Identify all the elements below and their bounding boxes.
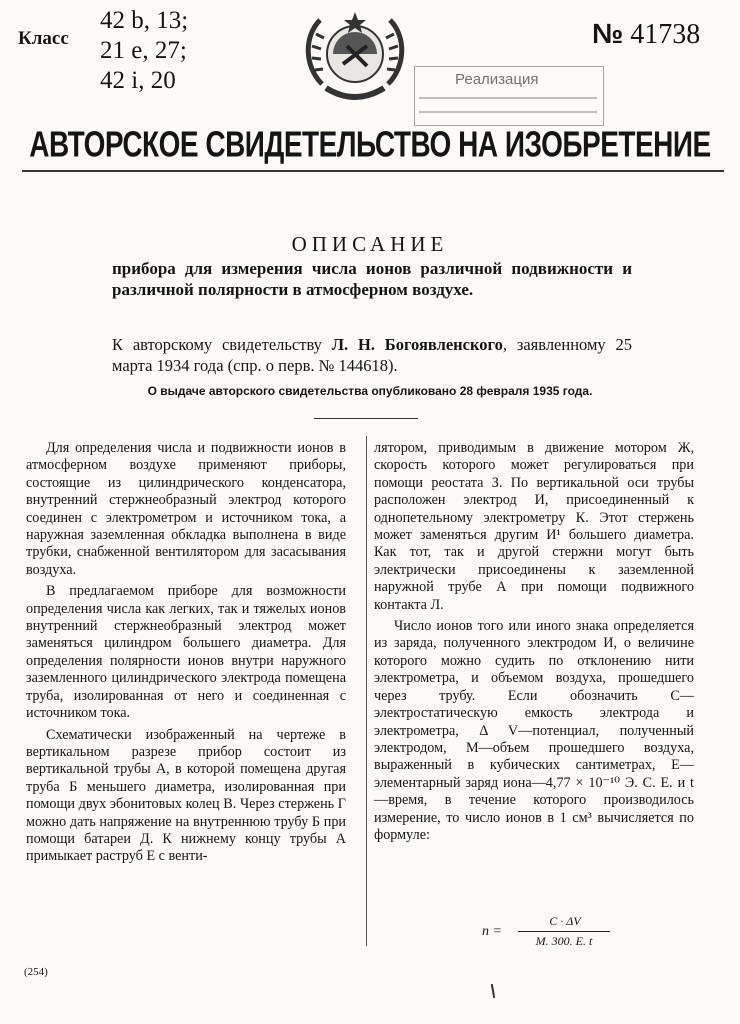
certificate-info	[112, 334, 632, 376]
patent-number-value: 41738	[630, 19, 701, 50]
number-sign: №	[592, 18, 624, 49]
class-label: Класс	[18, 28, 69, 49]
publication-note: О выдаче авторского свидетельства опубликовано 28 февраля 1935 года.	[147, 384, 593, 398]
body-paragraph: лятором, приводимым в движение мотором Ж, скорость которого может регулироваться при помощи реостата З. По вертикальной оси трубы расположен электрод И, присоединенный к однопетельному электрометру К. Этот стержень может заменяться другим И¹ большего диаметра. Как тот, так и другой стержни могут быть электрически присоединены к заземленной наружной трубе А при помощи подвижного контакта Л.	[374, 440, 694, 613]
body-paragraph: Схематически изображенный на чертеже в вертикальном разрезе прибор состоит из вертикальной трубы А, в которой помещена другая труба Б меньшего диаметра, изолированная при помощи двух эбонитовых колец В. Через стержень Г можно дать напряжение на внутреннюю трубу Б при помощи батареи Д. К нижнему концу трубы А примыкает раструб Е с венти-	[26, 726, 346, 865]
ussr-emblem-icon	[300, 6, 410, 106]
right-column	[374, 440, 694, 844]
left-column	[26, 440, 346, 866]
class-code: 42 b, 13;	[100, 7, 189, 34]
library-stamp	[414, 66, 604, 126]
footer-code: (254)	[24, 966, 48, 978]
column-divider	[366, 436, 367, 946]
body-paragraph: Число ионов того или иного знака определяется из заряда, полученного электродом И, о величине которого можно судить по отклонению нити электрометра, и объемом воздуха, прошедшего через трубу. Если обозначить C—электростатическую емкость электрода и электрометра, Δ V—потенциал, полученный электродом, M—объем прошедшего воздуха, выраженный в кубических сантиметрах, E—элементарный заряд иона—4,77 × 10⁻¹⁰ Э. С. Е. и t—время, в течение которого производилось измерение, то число ионов в 1 см³ вычисляется по формуле:	[374, 618, 694, 843]
title-rule	[22, 170, 724, 172]
formula-numerator: C · ΔV	[549, 914, 581, 928]
stamp-text: Реализация	[455, 71, 539, 88]
body-paragraph: Для определения числа и подвижности ионов в атмосферном воздухе применяют приборы, состоящие из цилиндрического конденсатора, внутренний стержнеобразный электрод которого соединен с электрометром и источником тока, а наружная заземленная обкладка выполнена в виде трубки, снабженной вентилятором для засасывания воздуха.	[26, 440, 346, 578]
certificate-suffix: , заявленному 25 марта 1934 года (спр. о перв. № 144618).	[112, 335, 632, 375]
section-divider	[314, 418, 418, 419]
scan-mark	[491, 984, 495, 998]
class-code: 21 e, 27;	[100, 37, 187, 64]
body-paragraph: В предлагаемом приборе для возможности определения числа как легких, так и тяжелых ионов внутренний стержнеобразный электрод может заменяться цилиндром большего диаметра. Для определения полярности ионов внутри наружного заземленного цилиндрического электрода помещена труба, изолированная от него и соединенная с источником тока.	[26, 583, 346, 722]
class-codes	[100, 6, 188, 96]
class-code: 42 i, 20	[100, 67, 176, 94]
fraction-bar	[518, 931, 610, 932]
formula-denominator: M. 300. E. t	[535, 934, 593, 948]
ion-count-formula	[468, 914, 668, 950]
formula-lhs: n =	[482, 924, 502, 939]
description-heading: ОПИСАНИЕ	[291, 232, 449, 256]
patent-number	[592, 18, 700, 51]
invention-subtitle: прибора для измерения числа ионов различной подвижности и различной полярности в атмосферном воздухе.	[112, 259, 632, 299]
certificate-prefix: К авторскому свидетельству	[112, 335, 332, 354]
author-name: Л. Н. Богоявленского	[331, 335, 503, 354]
document-title: АВТОРСКОЕ СВИДЕТЕЛЬСТВО НА ИЗОБРЕТЕНИЕ	[29, 124, 711, 165]
